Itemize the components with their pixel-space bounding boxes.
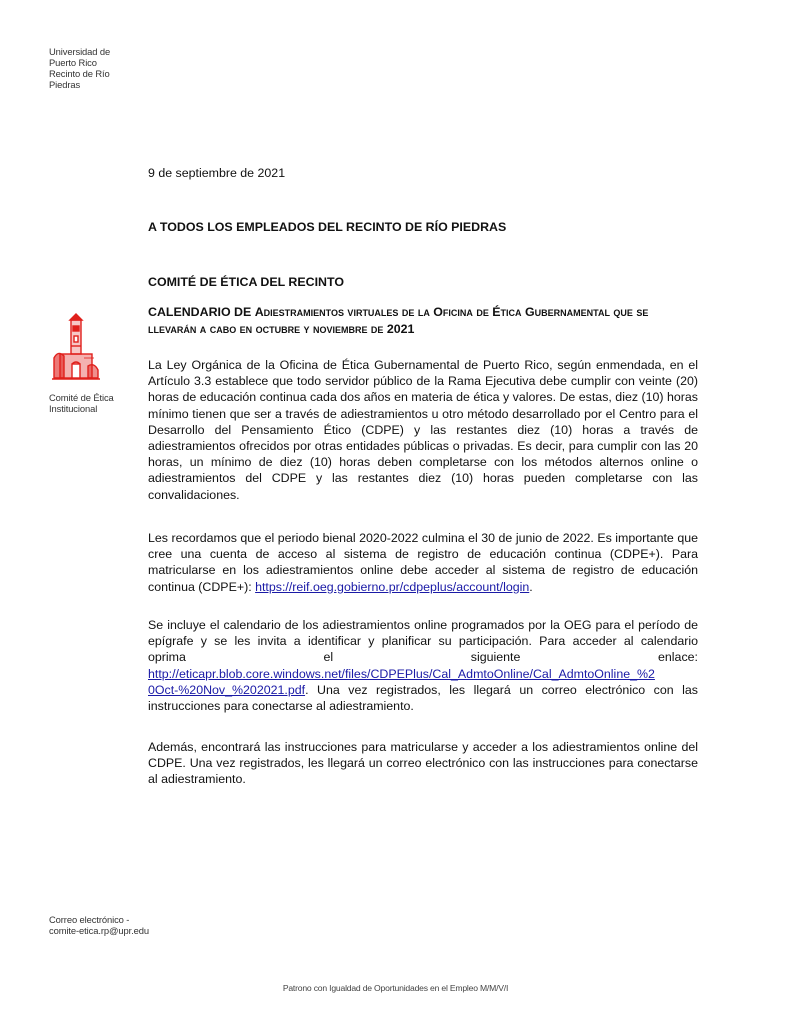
paragraph-end: . (529, 579, 533, 594)
word: enlace: (658, 650, 698, 665)
committee-line: Comité de Ética (49, 392, 114, 403)
tower-building-logo-icon (50, 312, 102, 384)
letter-date: 9 de septiembre de 2021 (148, 166, 286, 180)
letter-subject (148, 304, 698, 337)
institution-line: Puerto Rico (49, 57, 97, 68)
institution-line: Recinto de Río (49, 68, 110, 79)
committee-line: Institucional (49, 403, 98, 414)
word: siguiente (470, 650, 521, 665)
letter-recipient: A TODOS LOS EMPLEADOS DEL RECINTO DE RÍO PIEDRAS (148, 220, 507, 234)
paragraph-calendar (148, 617, 698, 714)
footer-equal-opportunity: Patrono con Igualdad de Oportunidades en el Empleo M/M/V/I (282, 983, 509, 993)
calendar-pdf-link[interactable]: http://eticapr.blob.core.windows.net/files/CDPEPlus/Cal_AdmtoOnline/Cal_AdmtoOnline_%2 (148, 666, 655, 681)
link-line-continued (148, 682, 698, 714)
word: el (323, 650, 334, 665)
cdpe-login-link[interactable]: https://reif.oeg.gobierno.pr/cdpeplus/account/login (255, 579, 530, 594)
calendar-pdf-link-continued[interactable]: 0Oct-%20Nov_%202021.pdf (148, 682, 306, 697)
subject-lead: CALENDARIO DE (148, 305, 255, 319)
paragraph-end: . Una vez registrados, les llegará un correo electrónico con las instrucciones para conectarse al adiestramiento. (148, 682, 698, 714)
letter-sender: COMITÉ DE ÉTICA DEL RECINTO (148, 275, 344, 289)
paragraph-text: Les recordamos que el periodo bienal 2020-2022 culmina el 30 de junio de 2022. Es importante que cree una cuenta de acceso al sistema de registro de educación continua (CDPE+). Para matricularse en los adiestramientos online debe acceder al sistema de registro de educación continua (CDPE+): (148, 531, 698, 594)
institution-name (49, 46, 139, 90)
justified-line (148, 649, 698, 665)
paragraph-instructions: Además, encontrará las instrucciones para matricularse y acceder a los adiestramientos online del CDPE. Una vez registrados, les llegará un correo electrónico con las instrucciones para conectarse al adiestramiento. (148, 740, 698, 787)
paragraph-text: Se incluye el calendario de los adiestramientos online programados por la OEG para el período de epígrafe y se les invita a identificar y planificar su participación. Para acceder al calendario (148, 618, 698, 649)
contact-label: Correo electrónico - (49, 914, 130, 925)
committee-label (49, 392, 139, 414)
paragraph-law: La Ley Orgánica de la Oficina de Ética Gubernamental de Puerto Rico, según enmendada, en el Artículo 3.3 establece que todo servidor público de la Rama Ejecutiva debe cumplir con veinte (20) horas de educación continua cada dos años en materia de ética y valores. De estas, diez (10) horas mínimo tienen que ser a través de adiestramientos u otro método desarrollado por el Centro para el Desarrollo del Pensamiento Ético (CDPE) y las restantes diez (10) horas a través de adiestramientos ofrecidos por otras entidades públicas o privadas. Es decir, para cumplir con las 20 horas, un mínimo de diez (10) horas deben completarse con los métodos alternos online o adiestramientos del CDPE y las restantes diez (10) horas pueden completarse con las convalidaciones. (148, 358, 698, 502)
word: oprima (148, 650, 186, 665)
contact-info (49, 914, 209, 936)
link-line (148, 666, 698, 682)
subject-rest: Adiestramientos virtuales de la Oficina de Ética Gubernamental que se llevarán a cabo en octubre y noviembre de 2021 (148, 305, 649, 336)
contact-email: comite-etica.rp@upr.edu (49, 925, 149, 936)
institution-line: Piedras (49, 79, 81, 90)
institution-line: Universidad de (49, 46, 111, 57)
paragraph-registration (148, 530, 698, 595)
